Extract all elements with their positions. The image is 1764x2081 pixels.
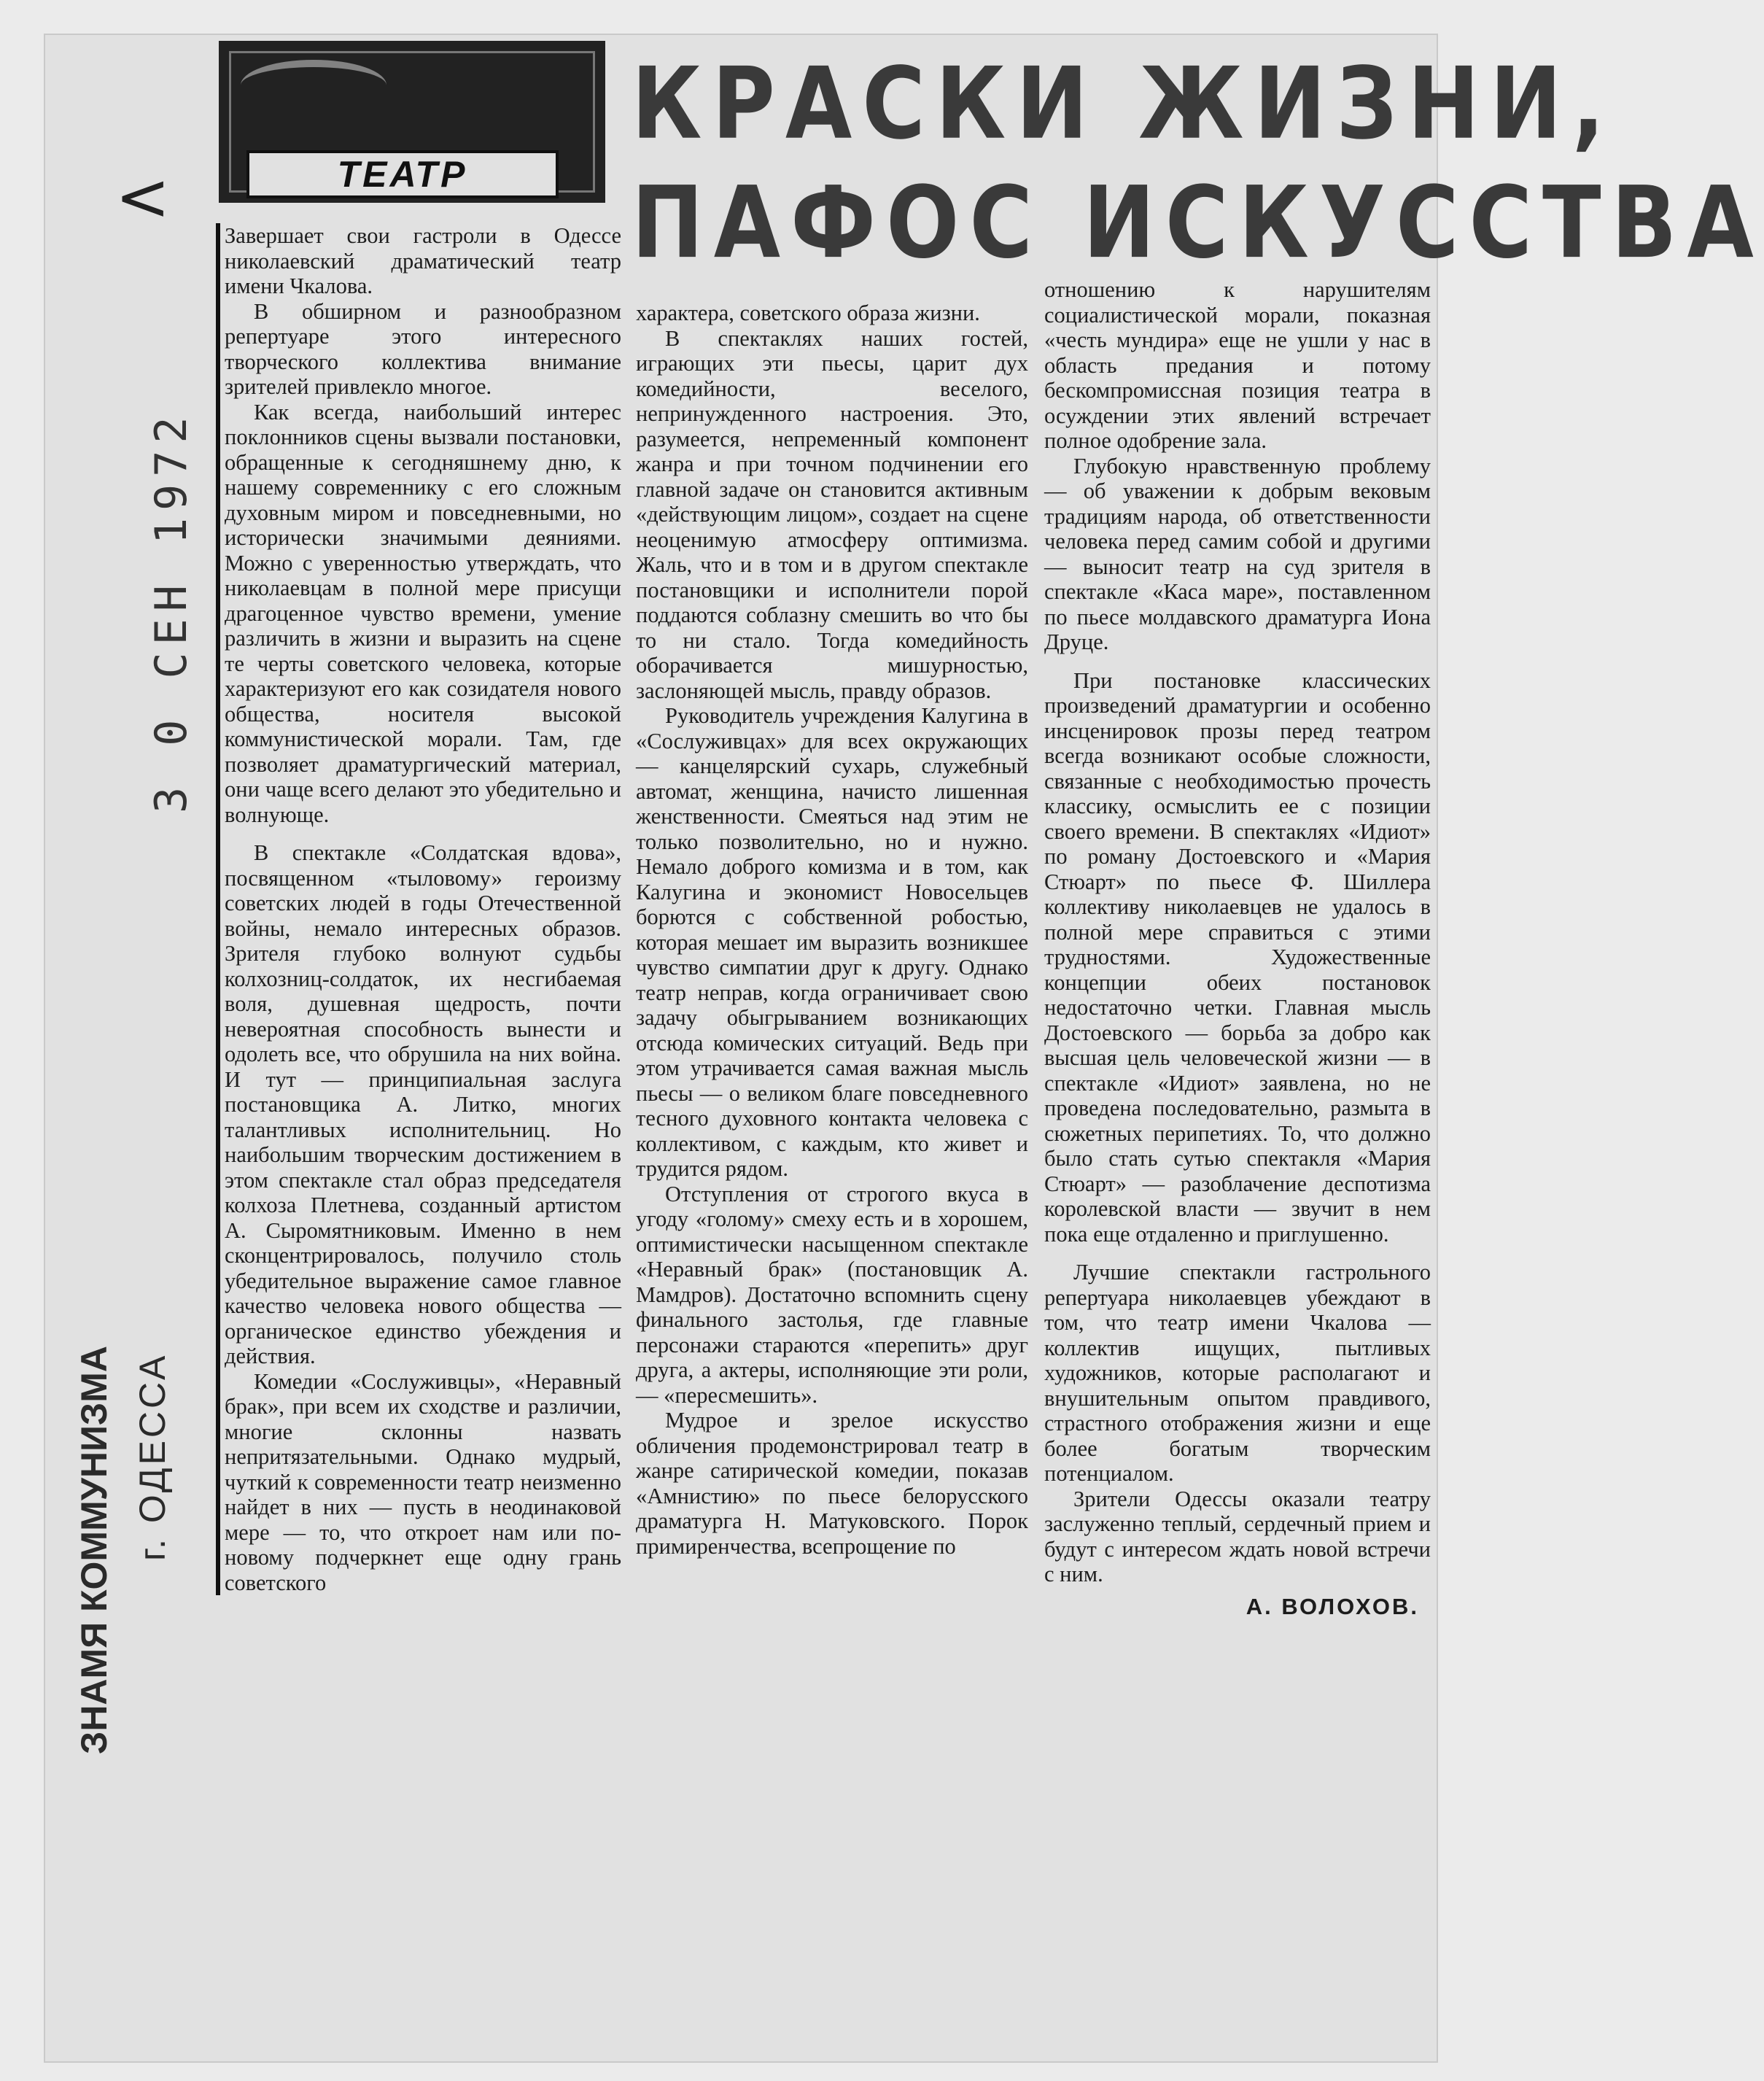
curtain-graphic: [241, 60, 386, 111]
paragraph: В спектакле «Солдатская вдова», посвященном «тыловому» героизму советских людей в годы Отечественной войны, немало интересных образов. Зрителя глубоко волнуют судьбы колхозниц-солдаток, их несгибаемая воля, душевная щедрость, почти невероятная способность вынести и одолеть все, что обрушила на них война. И тут — принципиальная заслуга постановщика А. Литко, многих талантливых исполнительниц. Но наибольшим творческим достижением в этом спектакле стал образ председателя колхоза Плетнева, созданный артистом А. Сыромятниковым. Именно в нем сконцентрировалось, получило столь убедительное выражение самое главное качество человека нового общества — органическое единство убеждения и действия.: [225, 840, 621, 1368]
headline-line-2: ПАФОС ИСКУССТВА: [632, 164, 1764, 281]
paragraph: характера, советского образа жизни.: [636, 301, 980, 325]
newspaper-stamp: ЗНАМЯ КОММУНИЗМА: [74, 1346, 114, 1754]
paragraph: Руководитель учреждения Калугина в «Сослуживцах» для всех окружающих — канцелярский сухарь, служебный автомат, женщина, начисто лишенная женственности. Смеяться над этим не только позволительно, но и нужно. Немало доброго комизма и в том, как Калугина и экономист Новосельцев борются с собственной робостью, которая мешает им выразить возникшее чувство симпатии друг к другу. Однако театр неправ, когда ограничивает свою задачу обыгрыванием возникающих отсюда комических ситуаций. Ведь при этом утрачивается самая важная мысль пьесы — о великом благе повседневного тесного духовного контакта человека с коллективом, с каждым, кто живет и трудится рядом.: [636, 703, 1028, 1181]
section-label: ТЕАТР: [246, 150, 559, 198]
pencil-mark: <: [115, 159, 171, 236]
paragraph: Мудрое и зрелое искусство обличения продемонстрировал театр в жанре сатирической комедии, показав «Амнистию» по пьесе белорусского драматурга Н. Матуковского. Порок примиренчества, всепрощение по: [636, 1408, 1028, 1559]
paragraph: Завершает свои гастроли в Одессе николаевский драматический театр имени Чкалова.: [225, 223, 621, 298]
article-column-1: [216, 223, 621, 1595]
paragraph: Отступления от строгого вкуса в угоду «голому» смеху есть и в хорошем, оптимистически насыщенном спектакле «Неравный брак» (постановщик А. Мамдров). Достаточно вспомнить сцену финального застолья, где главные персонажи стараются «перепить» друг друга, а актеры, исполняющие эти роли, — «пересмешить».: [636, 1181, 1028, 1408]
paragraph: отношению к нарушителям социалистической морали, показная «честь мундира» еще не ушли у нас в область предания и потому бескомпромиссная позиция театра в осуждении этих явлений встречает полное одобрение зала.: [1044, 277, 1431, 453]
paragraph: При постановке классических произведений драматургии и особенно инсценировок прозы перед театром всегда возникают особые сложности, связанные с необходимостью прочесть классику, осмыслить ее с позиции своего времени. В спектаклях «Идиот» по роману Достоевского и «Мария Стюарт» по пьесе Ф. Шиллера коллективу николаевцев не удалось в полной мере справиться с этими трудностями. Художественные концепции обеих постановок недостаточно четки. Главная мысль Достоевского — борьба за добро как высшая цель человеческой жизни — в спектакле «Идиот» заявлена, но не проведена последовательно, размыта в сюжетных перипетиях. То, что должно было стать сутью спектакля «Мария Стюарт» — разоблачение деспотизма королевской власти — звучит в нем пока еще отдаленно и приглушенно.: [1044, 667, 1431, 1247]
headline-line-1: КРАСКИ ЖИЗНИ,: [632, 45, 1615, 161]
paragraph: Зрители Одессы оказали театру заслуженно теплый, сердечный прием и будут с интересом ждать новой встречи с ним.: [1044, 1486, 1431, 1586]
author-signature: А. ВОЛОХОВ.: [1246, 1593, 1419, 1619]
paragraph: В спектаклях наших гостей, играющих эти пьесы, царит дух комедийности, веселого, непринужденного настроения. Это, разумеется, непременный компонент жанра и при точном подчинении его главной задаче он становится активным «действующим лицом», создает на сцене неоценимую атмосферу оптимизма. Жаль, что и в том и в другом спектакле постановщики и исполнители порой поддаются соблазну смешить во что бы то ни стало. Тогда комедийность оборачивается мишурностью, заслоняющей мысль, правду образов.: [636, 325, 1028, 703]
article-column-3: [1044, 277, 1431, 1619]
article-column-2: [636, 301, 1028, 1559]
section-logo: [219, 41, 605, 203]
paragraph: В обширном и разнообразном репертуаре этого интересного творческого коллектива внимание зрителей привлекло многое.: [225, 298, 621, 399]
paragraph: Комедии «Сослуживцы», «Неравный брак», при всем их сходстве и различии, многие склонны назвать непритязательными. Однако мудрый, чуткий к современности театр неизменно найдет в них — пусть в неодинаковой мере — то, что откроет нам или по-новому подчеркнет еще одну грань советского: [225, 1368, 621, 1595]
article-headline: [632, 44, 1764, 282]
paragraph: Глубокую нравственную проблему — об уважении к добрым вековым традициям народа, об ответственности человека перед самим собой и другими — выносит театр на суд зрителя в спектакле «Каса маре», поставленном по пьесе молдавского драматурга Иона Друце.: [1044, 453, 1431, 654]
date-stamp: 3 0 СЕН 1972: [146, 409, 197, 813]
paragraph: Как всегда, наибольший интерес поклонников сцены вызвали постановки, обращенные к сегодняшнему дню, к нашему современнику с его сложным духовным миром и повседневными, но исторически значимыми деяниями. Можно с уверенностью утверждать, что николаевцам в полной мере присущи драгоценное чувство времени, умение различить в жизни и выразить на сцене те черты советского человека, которые характеризуют его как созидателя нового общества, носителя высокой коммунистической морали. Там, где позволяет драматургический материал, они чаще всего делают это убедительно и волнующе.: [225, 399, 621, 827]
paragraph: Лучшие спектакли гастрольного репертуара николаевцев убеждают в том, что театр имени Чкалова — коллектив ищущих, пытливых художников, которые располагают и внушительным опытом правдивого, страстного отображения жизни и еще более богатым творческим потенциалом.: [1044, 1260, 1431, 1486]
city-stamp: г. ОДЕССА: [132, 1352, 173, 1561]
